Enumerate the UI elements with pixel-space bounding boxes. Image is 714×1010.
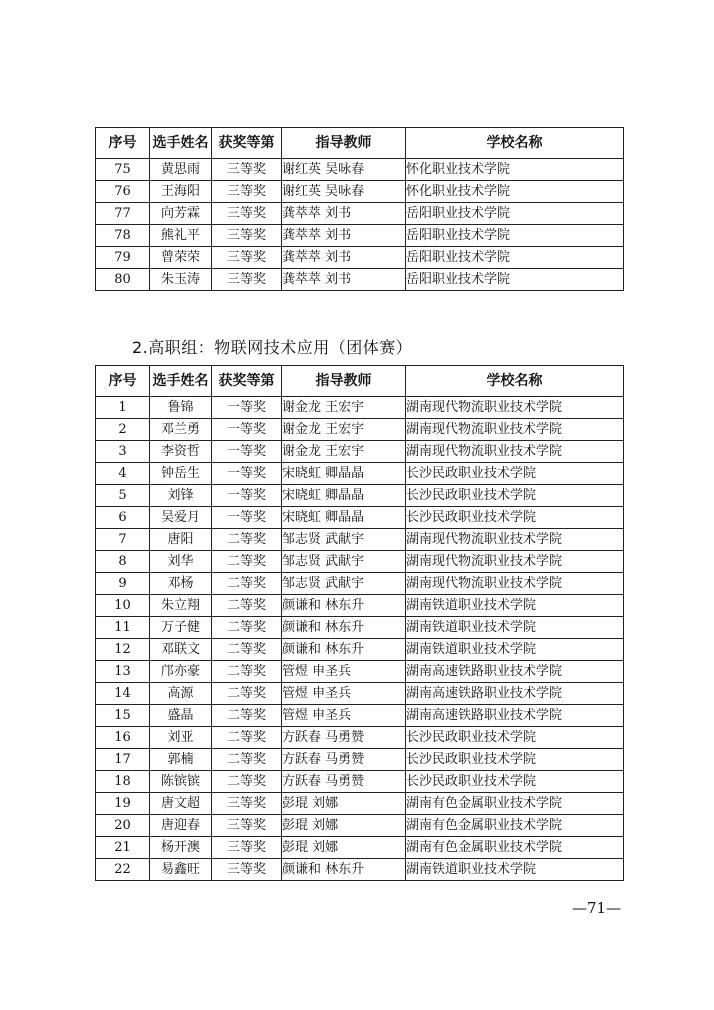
cell-school-name: 湖南有色金属职业技术学院	[406, 815, 624, 837]
cell-instructor: 管煜 申圣兵	[282, 705, 406, 727]
cell-instructor: 颜谦和 林东升	[282, 639, 406, 661]
table-row	[96, 441, 624, 463]
table-row	[96, 269, 624, 291]
cell-number: 3	[96, 441, 150, 463]
table-row	[96, 463, 624, 485]
table-header-row	[96, 366, 624, 397]
cell-number: 2	[96, 419, 150, 441]
header-teacher: 指导教师	[282, 128, 406, 159]
section-title: 2.高职组：物联网技术应用（团体赛）	[132, 338, 413, 357]
cell-contestant-name: 向芳霖	[150, 203, 212, 225]
cell-school-name: 怀化职业技术学院	[406, 181, 624, 203]
cell-number: 79	[96, 247, 150, 269]
cell-school-name: 长沙民政职业技术学院	[406, 749, 624, 771]
cell-school-name: 长沙民政职业技术学院	[406, 485, 624, 507]
cell-school-name: 湖南现代物流职业技术学院	[406, 573, 624, 595]
cell-number: 20	[96, 815, 150, 837]
table-row	[96, 639, 624, 661]
cell-award-level: 三等奖	[212, 159, 282, 181]
cell-award-level: 二等奖	[212, 551, 282, 573]
cell-school-name: 湖南高速铁路职业技术学院	[406, 661, 624, 683]
table-header-row	[96, 128, 624, 159]
cell-contestant-name: 盛晶	[150, 705, 212, 727]
cell-award-level: 一等奖	[212, 485, 282, 507]
table-row	[96, 551, 624, 573]
cell-instructor: 宋晓虹 卿晶晶	[282, 507, 406, 529]
cell-contestant-name: 刘华	[150, 551, 212, 573]
cell-contestant-name: 邓兰勇	[150, 419, 212, 441]
cell-contestant-name: 杨开澳	[150, 837, 212, 859]
cell-number: 6	[96, 507, 150, 529]
cell-number: 10	[96, 595, 150, 617]
cell-number: 14	[96, 683, 150, 705]
cell-contestant-name: 吴爱月	[150, 507, 212, 529]
cell-contestant-name: 鲁锦	[150, 397, 212, 419]
cell-number: 1	[96, 397, 150, 419]
cell-instructor: 龚萃萃 刘书	[282, 269, 406, 291]
table-row	[96, 181, 624, 203]
cell-number: 19	[96, 793, 150, 815]
table-row	[96, 617, 624, 639]
table-row	[96, 397, 624, 419]
cell-award-level: 二等奖	[212, 749, 282, 771]
cell-number: 15	[96, 705, 150, 727]
table-row	[96, 203, 624, 225]
header-no: 序号	[96, 128, 150, 159]
header-award: 获奖等第	[212, 366, 282, 397]
table-row	[96, 595, 624, 617]
table-row	[96, 419, 624, 441]
table-row	[96, 529, 624, 551]
cell-school-name: 湖南铁道职业技术学院	[406, 859, 624, 881]
cell-contestant-name: 邓联文	[150, 639, 212, 661]
award-table-2	[95, 365, 624, 881]
cell-contestant-name: 高源	[150, 683, 212, 705]
cell-school-name: 湖南现代物流职业技术学院	[406, 397, 624, 419]
cell-number: 77	[96, 203, 150, 225]
cell-award-level: 二等奖	[212, 771, 282, 793]
header-name: 选手姓名	[150, 128, 212, 159]
cell-award-level: 一等奖	[212, 463, 282, 485]
cell-school-name: 湖南铁道职业技术学院	[406, 617, 624, 639]
cell-instructor: 龚萃萃 刘书	[282, 247, 406, 269]
cell-instructor: 谢红英 吴咏春	[282, 159, 406, 181]
cell-school-name: 湖南铁道职业技术学院	[406, 595, 624, 617]
cell-award-level: 二等奖	[212, 595, 282, 617]
cell-number: 78	[96, 225, 150, 247]
table-row	[96, 837, 624, 859]
cell-school-name: 怀化职业技术学院	[406, 159, 624, 181]
table-row	[96, 793, 624, 815]
cell-instructor: 彭琨 刘娜	[282, 793, 406, 815]
cell-number: 7	[96, 529, 150, 551]
cell-award-level: 三等奖	[212, 269, 282, 291]
cell-award-level: 三等奖	[212, 203, 282, 225]
cell-instructor: 龚萃萃 刘书	[282, 225, 406, 247]
cell-school-name: 岳阳职业技术学院	[406, 203, 624, 225]
cell-award-level: 三等奖	[212, 859, 282, 881]
cell-contestant-name: 唐文超	[150, 793, 212, 815]
cell-school-name: 湖南铁道职业技术学院	[406, 639, 624, 661]
cell-school-name: 岳阳职业技术学院	[406, 269, 624, 291]
cell-contestant-name: 曾荣荣	[150, 247, 212, 269]
cell-school-name: 湖南现代物流职业技术学院	[406, 529, 624, 551]
cell-number: 9	[96, 573, 150, 595]
cell-instructor: 宋晓虹 卿晶晶	[282, 485, 406, 507]
table-row	[96, 683, 624, 705]
cell-award-level: 一等奖	[212, 441, 282, 463]
cell-school-name: 长沙民政职业技术学院	[406, 771, 624, 793]
cell-school-name: 湖南现代物流职业技术学院	[406, 551, 624, 573]
table-row	[96, 159, 624, 181]
cell-number: 76	[96, 181, 150, 203]
cell-award-level: 二等奖	[212, 639, 282, 661]
cell-contestant-name: 邝亦豪	[150, 661, 212, 683]
cell-number: 12	[96, 639, 150, 661]
cell-contestant-name: 邓杨	[150, 573, 212, 595]
cell-contestant-name: 李资哲	[150, 441, 212, 463]
cell-instructor: 龚萃萃 刘书	[282, 203, 406, 225]
cell-award-level: 一等奖	[212, 397, 282, 419]
cell-contestant-name: 唐阳	[150, 529, 212, 551]
header-award: 获奖等第	[212, 128, 282, 159]
cell-contestant-name: 朱立翔	[150, 595, 212, 617]
table-row	[96, 771, 624, 793]
cell-contestant-name: 唐迎春	[150, 815, 212, 837]
cell-instructor: 彭琨 刘娜	[282, 837, 406, 859]
cell-contestant-name: 郭楠	[150, 749, 212, 771]
cell-number: 17	[96, 749, 150, 771]
cell-instructor: 方跃春 马勇赞	[282, 771, 406, 793]
cell-contestant-name: 易鑫旺	[150, 859, 212, 881]
cell-instructor: 邹志贤 武献宇	[282, 573, 406, 595]
cell-school-name: 湖南现代物流职业技术学院	[406, 441, 624, 463]
cell-award-level: 二等奖	[212, 573, 282, 595]
header-school: 学校名称	[406, 366, 624, 397]
award-table-1	[95, 127, 624, 291]
cell-number: 80	[96, 269, 150, 291]
cell-award-level: 二等奖	[212, 705, 282, 727]
cell-number: 22	[96, 859, 150, 881]
cell-award-level: 二等奖	[212, 529, 282, 551]
table-row	[96, 225, 624, 247]
cell-school-name: 湖南现代物流职业技术学院	[406, 419, 624, 441]
cell-award-level: 三等奖	[212, 837, 282, 859]
cell-instructor: 邹志贤 武献宇	[282, 551, 406, 573]
cell-number: 21	[96, 837, 150, 859]
cell-contestant-name: 黄思雨	[150, 159, 212, 181]
cell-award-level: 三等奖	[212, 181, 282, 203]
cell-contestant-name: 熊礼平	[150, 225, 212, 247]
cell-award-level: 一等奖	[212, 419, 282, 441]
cell-school-name: 长沙民政职业技术学院	[406, 463, 624, 485]
cell-number: 13	[96, 661, 150, 683]
table-row	[96, 661, 624, 683]
page-number: —71—	[572, 899, 622, 917]
cell-award-level: 三等奖	[212, 247, 282, 269]
cell-award-level: 二等奖	[212, 661, 282, 683]
cell-school-name: 湖南高速铁路职业技术学院	[406, 705, 624, 727]
table-row	[96, 749, 624, 771]
cell-number: 16	[96, 727, 150, 749]
table-row	[96, 507, 624, 529]
cell-number: 11	[96, 617, 150, 639]
cell-school-name: 岳阳职业技术学院	[406, 247, 624, 269]
header-name: 选手姓名	[150, 366, 212, 397]
cell-instructor: 谢金龙 王宏宇	[282, 441, 406, 463]
cell-instructor: 方跃春 马勇赞	[282, 727, 406, 749]
cell-contestant-name: 万子健	[150, 617, 212, 639]
cell-contestant-name: 刘锋	[150, 485, 212, 507]
cell-contestant-name: 朱玉涛	[150, 269, 212, 291]
cell-instructor: 宋晓虹 卿晶晶	[282, 463, 406, 485]
cell-award-level: 二等奖	[212, 683, 282, 705]
cell-award-level: 二等奖	[212, 727, 282, 749]
cell-number: 8	[96, 551, 150, 573]
table-row	[96, 485, 624, 507]
cell-instructor: 彭琨 刘娜	[282, 815, 406, 837]
cell-instructor: 颜谦和 林东升	[282, 595, 406, 617]
cell-instructor: 管煜 申圣兵	[282, 661, 406, 683]
cell-number: 5	[96, 485, 150, 507]
cell-contestant-name: 王海阳	[150, 181, 212, 203]
header-no: 序号	[96, 366, 150, 397]
cell-award-level: 三等奖	[212, 793, 282, 815]
cell-instructor: 谢红英 吴咏春	[282, 181, 406, 203]
cell-number: 4	[96, 463, 150, 485]
cell-school-name: 湖南高速铁路职业技术学院	[406, 683, 624, 705]
cell-award-level: 二等奖	[212, 617, 282, 639]
cell-award-level: 一等奖	[212, 507, 282, 529]
header-teacher: 指导教师	[282, 366, 406, 397]
table-row	[96, 859, 624, 881]
cell-contestant-name: 钟岳生	[150, 463, 212, 485]
cell-instructor: 谢金龙 王宏宇	[282, 419, 406, 441]
cell-school-name: 长沙民政职业技术学院	[406, 727, 624, 749]
cell-instructor: 颜谦和 林东升	[282, 617, 406, 639]
cell-contestant-name: 陈镔镔	[150, 771, 212, 793]
cell-award-level: 三等奖	[212, 225, 282, 247]
header-school: 学校名称	[406, 128, 624, 159]
cell-instructor: 管煜 申圣兵	[282, 683, 406, 705]
cell-number: 75	[96, 159, 150, 181]
table-row	[96, 815, 624, 837]
table-row	[96, 727, 624, 749]
cell-award-level: 三等奖	[212, 815, 282, 837]
cell-school-name: 岳阳职业技术学院	[406, 225, 624, 247]
cell-instructor: 邹志贤 武献宇	[282, 529, 406, 551]
cell-school-name: 长沙民政职业技术学院	[406, 507, 624, 529]
cell-instructor: 颜谦和 林东升	[282, 859, 406, 881]
table-row	[96, 705, 624, 727]
cell-contestant-name: 刘亚	[150, 727, 212, 749]
cell-school-name: 湖南有色金属职业技术学院	[406, 837, 624, 859]
table-row	[96, 247, 624, 269]
cell-school-name: 湖南有色金属职业技术学院	[406, 793, 624, 815]
cell-instructor: 方跃春 马勇赞	[282, 749, 406, 771]
cell-instructor: 谢金龙 王宏宇	[282, 397, 406, 419]
table-row	[96, 573, 624, 595]
cell-number: 18	[96, 771, 150, 793]
